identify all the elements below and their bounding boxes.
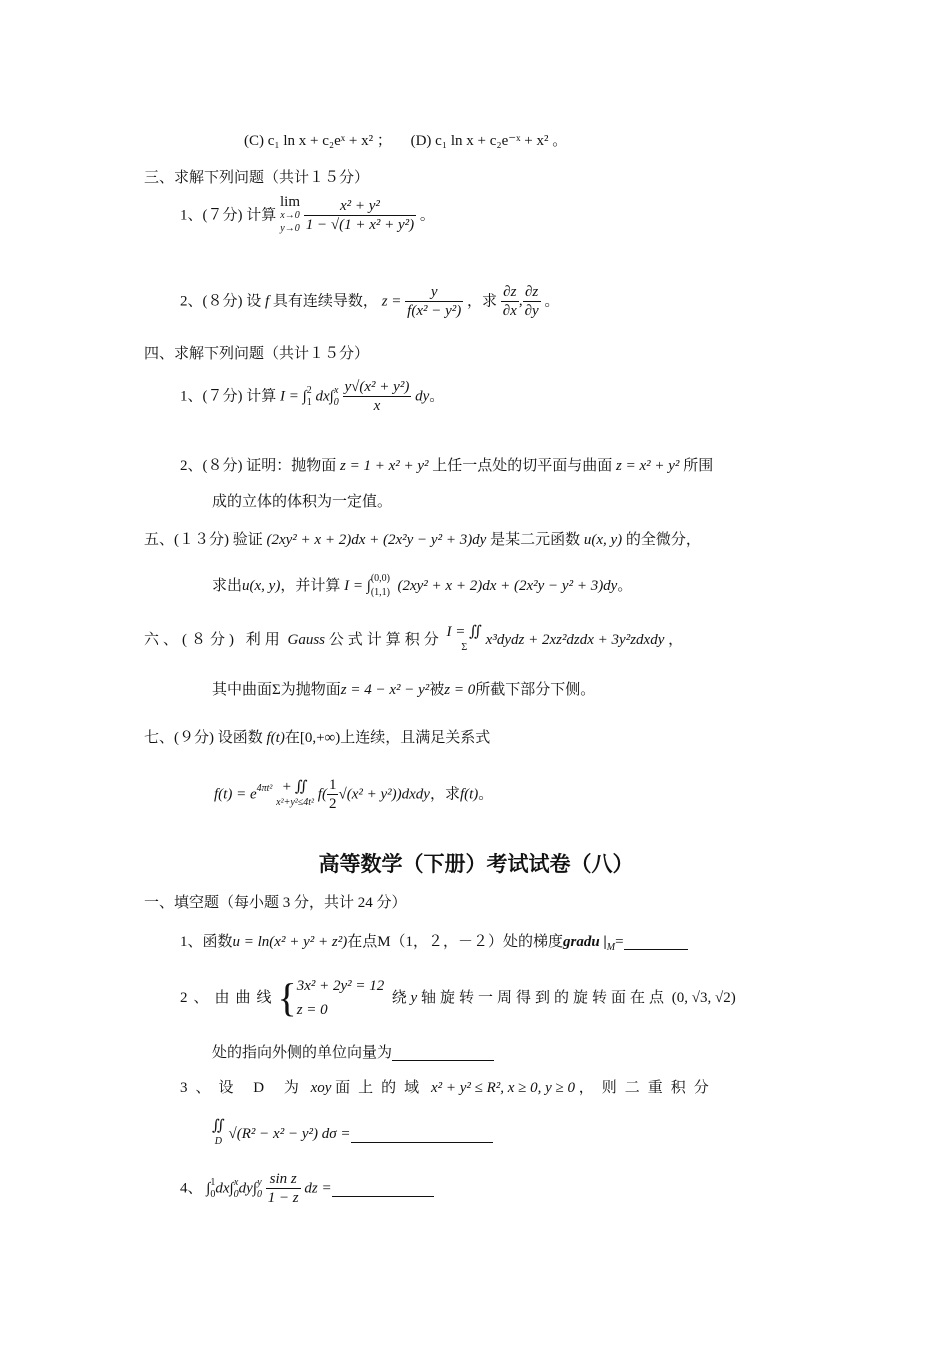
lower-limit: 0	[210, 1188, 216, 1200]
integral-sign: I = ∫	[280, 388, 307, 405]
q-end: 。	[429, 388, 445, 405]
paraboloid: z = 4 − x² − y²	[340, 682, 430, 698]
section4-q1	[180, 378, 444, 415]
int-limits-2	[334, 385, 339, 409]
numerator: ∂z	[501, 283, 519, 302]
q-end: 所围	[683, 458, 714, 474]
q-mid: 具有连续导数，	[272, 293, 378, 310]
q-mid: 绕	[391, 990, 407, 1006]
numerator: x² + y²	[304, 197, 416, 216]
dx-integral: dx∫	[315, 388, 334, 405]
lower-limit: 0	[333, 396, 339, 408]
exam8-q3-line2	[212, 1118, 493, 1150]
section4-q2-line2: 成的立体的体积为一定值。	[212, 494, 393, 510]
integrand: (2xy² + x + 2)dx + (2x²y − y² + 3)dy	[397, 578, 618, 594]
q-mid: ，并计算	[280, 578, 341, 594]
denominator: x	[373, 398, 381, 414]
exam8-q1	[180, 932, 688, 958]
q-ask: ，求	[467, 293, 498, 310]
partial-x	[501, 283, 519, 320]
integral-region: x²+y²≤4t²	[276, 796, 315, 808]
f-symbol: f	[265, 293, 270, 310]
answer-blank[interactable]	[392, 1044, 494, 1061]
domain: x² + y² ≤ R², x ≥ 0, y ≥ 0	[430, 1080, 576, 1096]
q-end: 的全微分，	[625, 532, 701, 548]
integrand: √(R² − x² − y²) dσ =	[228, 1126, 351, 1142]
gradient-sub: M	[606, 942, 616, 953]
f-open: f(	[317, 786, 327, 803]
q-mid: 被	[429, 682, 445, 698]
integrand: x³dydz + 2xz²dzdx + 3y²zdxdy	[485, 632, 665, 648]
q-end: ，则二重积分	[578, 1080, 717, 1096]
upper-limit: x	[233, 1176, 239, 1188]
exam8-q2-line2	[212, 1043, 494, 1063]
section6-line1	[144, 624, 683, 656]
q-end: 。	[419, 207, 435, 224]
section4-q2-line1	[180, 456, 713, 476]
half-fraction	[327, 776, 339, 813]
q-prefix: 3、设 D 为	[180, 1080, 307, 1096]
q-prefix: 4、	[180, 1180, 203, 1197]
denominator: 2	[328, 796, 337, 812]
q-end: 。	[617, 578, 633, 594]
integrand-rest: √(x² + y²))dxdy	[338, 786, 430, 803]
integral-region: Σ	[461, 642, 468, 653]
q-line2: 处的指向外侧的单位向量为	[212, 1045, 393, 1061]
q-mid: 上任一点处的切平面与曲面	[432, 458, 613, 474]
upper-limit: 1	[210, 1176, 216, 1188]
double-integral	[276, 779, 314, 811]
u-function: u(x, y)	[242, 578, 281, 594]
q-mid: 在	[284, 730, 300, 746]
numerator: sin z	[266, 1170, 301, 1189]
numerator: y√(x² + y²)	[344, 379, 410, 395]
exam8-q3-line1	[180, 1078, 717, 1098]
section3-q2: 2、(８分) 设 f 具有连续导数， z = $\frac{y}{\text{f(x² − y²)}}$ ，求 $\frac{\partial z}{\partial x}$ , $\frac{\partial z}{\partial y}$ 。	[180, 284, 560, 319]
integral-sign: ∫	[206, 1180, 211, 1197]
q-mid: 面上的域	[335, 1080, 428, 1096]
equation-system	[297, 974, 385, 1022]
gauss-name: Gauss	[287, 632, 326, 648]
option-c: (C) c₁ ln x + c₂eˣ + x² ；	[244, 133, 392, 149]
point: (0, √3, √2)	[671, 990, 736, 1006]
q-prefix: 求出	[212, 578, 243, 594]
gradient: gradu |	[563, 934, 607, 950]
fraction	[405, 283, 463, 320]
section4-heading: 四、求解下列问题（共计１５分）	[144, 346, 370, 362]
q-prefix: 1、(７分) 计算	[180, 207, 277, 224]
options-line	[244, 131, 567, 151]
lower-limit: (1,1)	[370, 587, 390, 598]
q-mid2: 轴旋转一周得到的旋转面在点	[420, 990, 668, 1006]
integral-sign: + ∬	[282, 778, 308, 795]
section5-line1	[144, 530, 701, 550]
q-end: 。	[544, 293, 560, 310]
axis: y	[410, 990, 418, 1006]
q-mid: 公式计算积分	[328, 632, 443, 648]
section3-heading: 三、求解下列问题（共计１５分）	[144, 170, 370, 186]
q-prefix: 其中曲面Σ为抛物面	[212, 682, 341, 698]
partial-y	[523, 283, 541, 320]
dz: dz =	[304, 1180, 332, 1197]
denominator: f(x² − y²)	[407, 303, 462, 319]
limit-operator	[280, 196, 300, 235]
integral-sign: I = ∫	[344, 578, 371, 594]
q-prefix: 六、(８分) 利用	[144, 632, 284, 648]
dy: dy	[415, 388, 430, 405]
plane: z = 0	[444, 682, 476, 698]
interval: [0,+∞)	[299, 730, 341, 746]
exam8-q2-line1	[180, 974, 736, 1022]
integral-sign: I = ∬	[446, 624, 482, 640]
q-end: 上连续，且满足关系式	[340, 730, 491, 746]
upper-limit: 2	[306, 384, 312, 396]
plane: xoy	[310, 1080, 332, 1096]
q-prefix: 2、由曲线	[180, 990, 278, 1006]
q-prefix: 2、(８分) 证明：抛物面	[180, 458, 337, 474]
double-integral	[447, 624, 482, 656]
f-of-t: f(t)	[266, 730, 285, 746]
lower-limit: 1	[306, 396, 312, 408]
upper-limit: x	[334, 384, 339, 396]
exponent: 4πt²	[256, 782, 273, 794]
option-d: (D) c₁ ln x + c₂e⁻ˣ + x² 。	[410, 133, 568, 149]
lim-sub-y: y→0	[280, 223, 300, 234]
answer-blank[interactable]	[332, 1180, 434, 1197]
exam8-q4	[180, 1170, 434, 1207]
numerator: y	[405, 283, 463, 302]
section5-line2	[212, 572, 632, 600]
denominator: ∂y	[524, 303, 539, 319]
upper-limit: y	[257, 1176, 262, 1188]
q-mid: 在点M（1，２，－２）处的梯度	[347, 934, 564, 950]
denominator: 1 − z	[267, 1190, 299, 1206]
lim-sub-x: x→0	[280, 210, 300, 221]
eq-lhs: f(t) = e	[214, 786, 257, 803]
exam8-section1-heading: 一、填空题（每小题 3 分，共计 24 分）	[144, 895, 407, 911]
equals: =	[615, 934, 624, 950]
dx-integral: dx∫	[215, 1180, 234, 1197]
q-end: 所截下部分下侧。	[475, 682, 596, 698]
surface-2: z = x² + y²	[616, 458, 680, 474]
u-function: u(x, y)	[583, 532, 623, 548]
q-prefix: 2、(８分) 设	[180, 293, 262, 310]
left-brace: {	[277, 975, 297, 1020]
q-end: 。	[478, 786, 494, 803]
fraction	[304, 197, 416, 234]
lower-limit: 0	[233, 1188, 239, 1200]
z-eq: z =	[381, 293, 402, 310]
f-of-t: f(t)	[459, 786, 479, 803]
integral-sign: ∬	[212, 1118, 225, 1134]
int-limits	[371, 572, 390, 600]
q-prefix: 七、(９分) 设函数	[144, 730, 263, 746]
fraction	[343, 378, 412, 415]
exam-title: 高等数学（下册）考试试卷（八）	[318, 852, 634, 876]
section7-line1	[144, 728, 490, 748]
q-ask: ，求	[429, 786, 460, 803]
surface-1: z = 1 + x² + y²	[340, 458, 429, 474]
q-end: ，	[668, 632, 684, 648]
answer-blank[interactable]	[351, 1126, 493, 1143]
denominator: 1 − √(1 + x² + y²)	[305, 217, 415, 233]
numerator: ∂z	[523, 283, 541, 302]
lim-label: lim	[280, 194, 301, 210]
differential-expr: (2xy² + x + 2)dx + (2x²y − y² + 3)dy	[266, 532, 487, 548]
equation-2: z = 0	[296, 1002, 328, 1018]
q-mid: 是某二元函数	[490, 532, 581, 548]
denominator: ∂x	[502, 303, 517, 319]
integral-region: D	[214, 1136, 222, 1147]
section6-line2	[212, 680, 595, 700]
answer-blank[interactable]	[624, 933, 688, 950]
function: u = ln(x² + y² + z²)	[232, 934, 348, 950]
equation-1: 3x² + 2y² = 12	[296, 978, 385, 994]
section7-equation	[214, 776, 493, 813]
fraction	[266, 1170, 301, 1207]
upper-limit: (0,0)	[370, 573, 390, 584]
numerator: 1	[328, 777, 337, 793]
q-prefix: 1、(７分) 计算	[180, 388, 277, 405]
q-prefix: 五、(１３分) 验证	[144, 532, 263, 548]
int-limits-3	[257, 1177, 262, 1201]
double-integral	[212, 1118, 225, 1150]
section3-q1	[180, 196, 435, 235]
int-limits-1	[307, 385, 312, 409]
lower-limit: 0	[256, 1188, 262, 1200]
dy-integral: dy∫	[238, 1180, 257, 1197]
q-prefix: 1、函数	[180, 934, 233, 950]
